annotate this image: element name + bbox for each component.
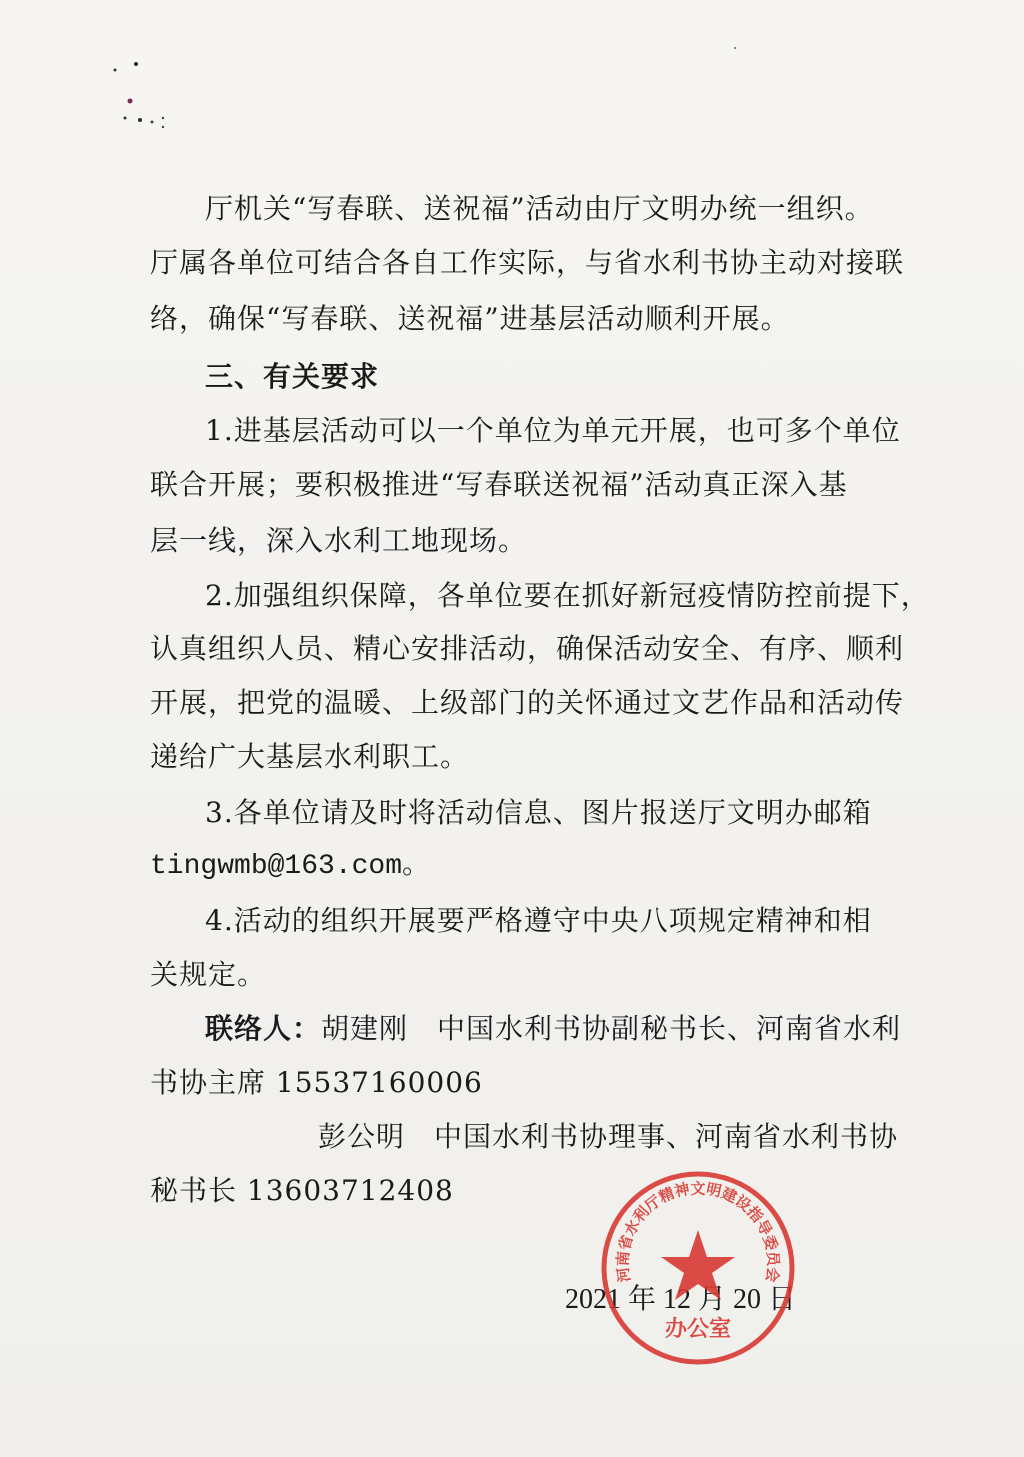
- contact-2-line-2: 秘书长 13603712408: [150, 1174, 454, 1207]
- item-2-line-4: 递给广大基层水利职工。: [150, 740, 470, 773]
- seal-inner-text: 办公室: [664, 1317, 732, 1342]
- speck: [734, 47, 736, 49]
- item-1-line-3: 层一线，深入水利工地现场。: [150, 524, 528, 557]
- item-2-line-3: 开展，把党的温暖、上级部门的关怀通过文艺作品和活动传: [150, 686, 905, 719]
- section-heading: 三、有关要求: [205, 360, 380, 393]
- item-1-line-1: 1.进基层活动可以一个单位为单元开展，也可多个单位: [205, 414, 901, 447]
- paragraph-1-line-1: 厅机关“写春联、送祝福”活动由厅文明办统一组织。: [205, 192, 874, 225]
- seal-outer-text: 河南省水利厅精神文明建设指导委员会: [613, 1179, 783, 1284]
- speck: [162, 126, 164, 128]
- item-3-line-1: 3.各单位请及时将活动信息、图片报送厅文明办邮箱: [205, 796, 872, 829]
- contact-1-line-1: [205, 1012, 901, 1046]
- contact-2-line-1: 彭公明 中国水利书协理事、河南省水利书协: [318, 1120, 899, 1153]
- item-2-line-1: 2.加强组织保障，各单位要在抓好新冠疫情防控前提下，: [205, 579, 930, 612]
- speck: [162, 117, 164, 119]
- speck: [151, 121, 154, 124]
- official-seal: [598, 1168, 798, 1368]
- item-4-line-2: 关规定。: [150, 958, 267, 991]
- paragraph-1-line-3: 络，确保“写春联、送祝福”进基层活动顺利开展。: [150, 302, 790, 335]
- speck: [134, 62, 138, 66]
- item-2-line-2: 认真组织人员、精心安排活动，确保活动安全、有序、顺利: [150, 632, 905, 665]
- item-3-email-line: tingwmb@163.com。: [150, 851, 431, 882]
- speck: [114, 69, 117, 72]
- speck: [138, 118, 142, 122]
- paragraph-1-line-2: 厅属各单位可结合各自工作实际，与省水利书协主动对接联: [150, 246, 905, 279]
- contacts-label: 联络人：: [205, 1012, 322, 1045]
- contact-1-line-2: 书协主席 15537160006: [150, 1066, 483, 1099]
- speck: [124, 117, 127, 120]
- speck: [128, 99, 133, 104]
- contact-1-name-title: 胡建刚 中国水利书协副秘书长、河南省水利: [321, 1012, 902, 1045]
- item-1-line-2: 联合开展；要积极推进“写春联送祝福”活动真正深入基: [150, 468, 848, 501]
- item-4-line-1: 4.活动的组织开展要严格遵守中央八项规定精神和相: [205, 904, 872, 937]
- seal-star-icon: [661, 1230, 735, 1300]
- document-date: 2021 年 12 月 20 日: [565, 1284, 797, 1315]
